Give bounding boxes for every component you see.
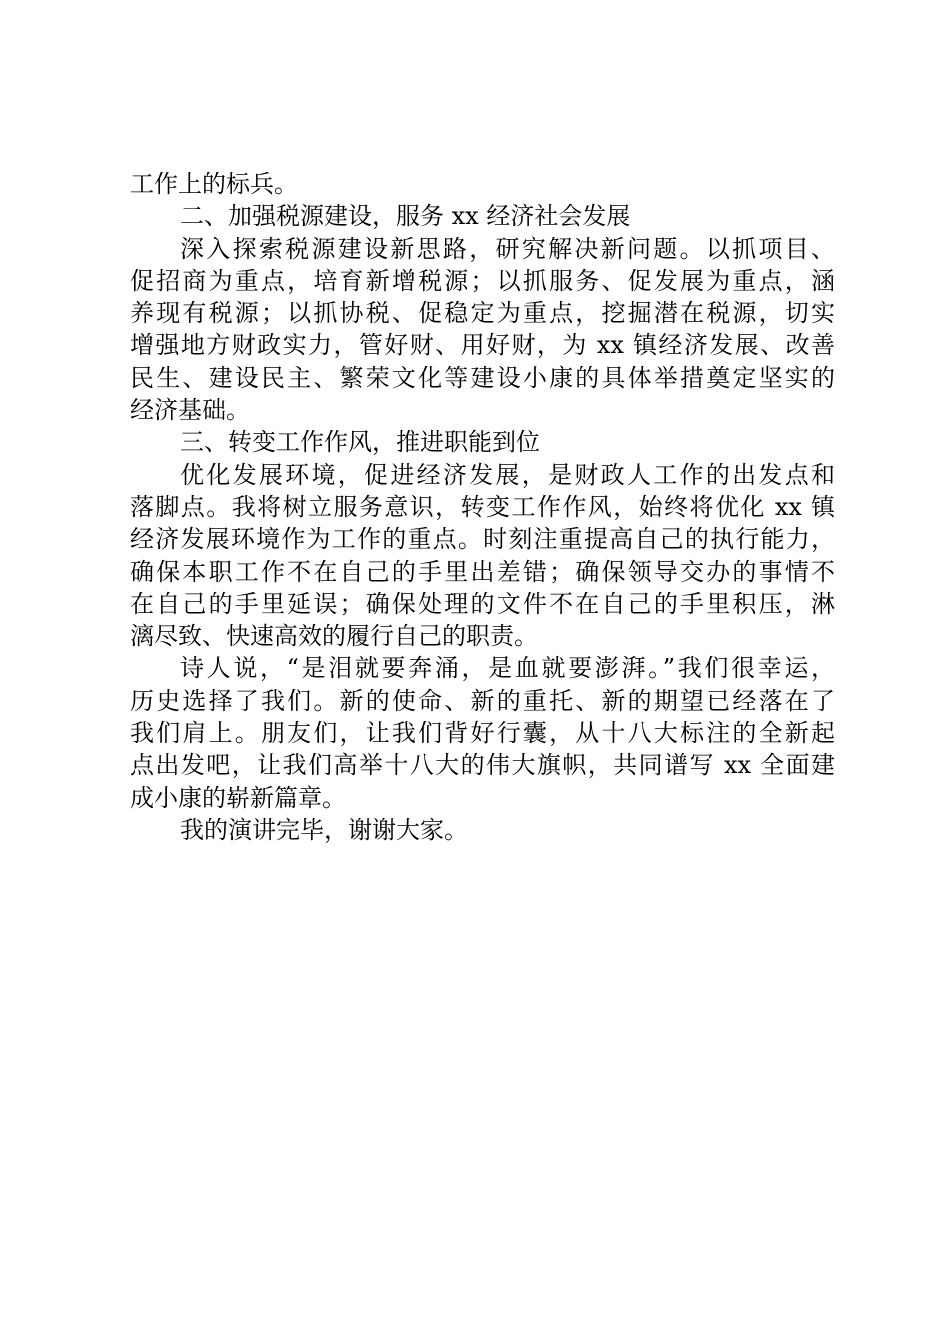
paragraph-line: 诗人说，“是泪就要奔涌，是血就要澎湃。”我们很幸运， xyxy=(180,654,835,683)
paragraph-line: 养现有税源；以抓协税、促稳定为重点，挖掘潜在税源，切实 xyxy=(130,299,835,328)
document-page xyxy=(130,168,835,846)
paragraph-line: 深入探索税源建设新思路，研究解决新问题。以抓项目、 xyxy=(180,234,835,263)
paragraph-line: 点出发吧，让我们高举十八大的伟大旗帜，共同谱写 xx 全面建 xyxy=(130,751,835,780)
paragraph-line: 成小康的崭新篇章。 xyxy=(130,783,346,812)
paragraph-line: 我们肩上。朋友们，让我们背好行囊，从十八大标注的全新起 xyxy=(130,719,835,748)
paragraph-line: 漓尽致、快速高效的履行自己的职责。 xyxy=(130,622,538,651)
closing-line: 我的演讲完毕，谢谢大家。 xyxy=(180,815,468,844)
paragraph-line: 增强地方财政实力，管好财、用好财，为 xx 镇经济发展、改善 xyxy=(130,331,835,360)
paragraph-line: 优化发展环境，促进经济发展，是财政人工作的出发点和 xyxy=(180,460,835,489)
paragraph-line: 民生、建设民主、繁荣文化等建设小康的具体举措奠定坚实的 xyxy=(130,363,835,392)
paragraph-line: 落脚点。我将树立服务意识，转变工作作风，始终将优化 xx 镇 xyxy=(130,492,835,521)
paragraph-line: 在自己的手里延误；确保处理的文件不在自己的手里积压，淋 xyxy=(130,589,835,618)
paragraph-line: 经济基础。 xyxy=(130,396,250,425)
section-heading: 三、转变工作作风，推进职能到位 xyxy=(180,428,540,457)
paragraph-line: 工作上的标兵。 xyxy=(130,170,298,198)
paragraph-line: 促招商为重点，培育新增税源；以抓服务、促发展为重点，涵 xyxy=(130,266,835,295)
paragraph-line: 确保本职工作不在自己的手里出差错；确保领导交办的事情不 xyxy=(130,557,835,586)
paragraph-line: 历史选择了我们。新的使命、新的重托、新的期望已经落在了 xyxy=(130,686,835,715)
section-heading: 二、加强税源建设，服务 xx 经济社会发展 xyxy=(180,202,631,231)
paragraph-line: 经济发展环境作为工作的重点。时刻注重提高自己的执行能力， xyxy=(130,525,835,554)
